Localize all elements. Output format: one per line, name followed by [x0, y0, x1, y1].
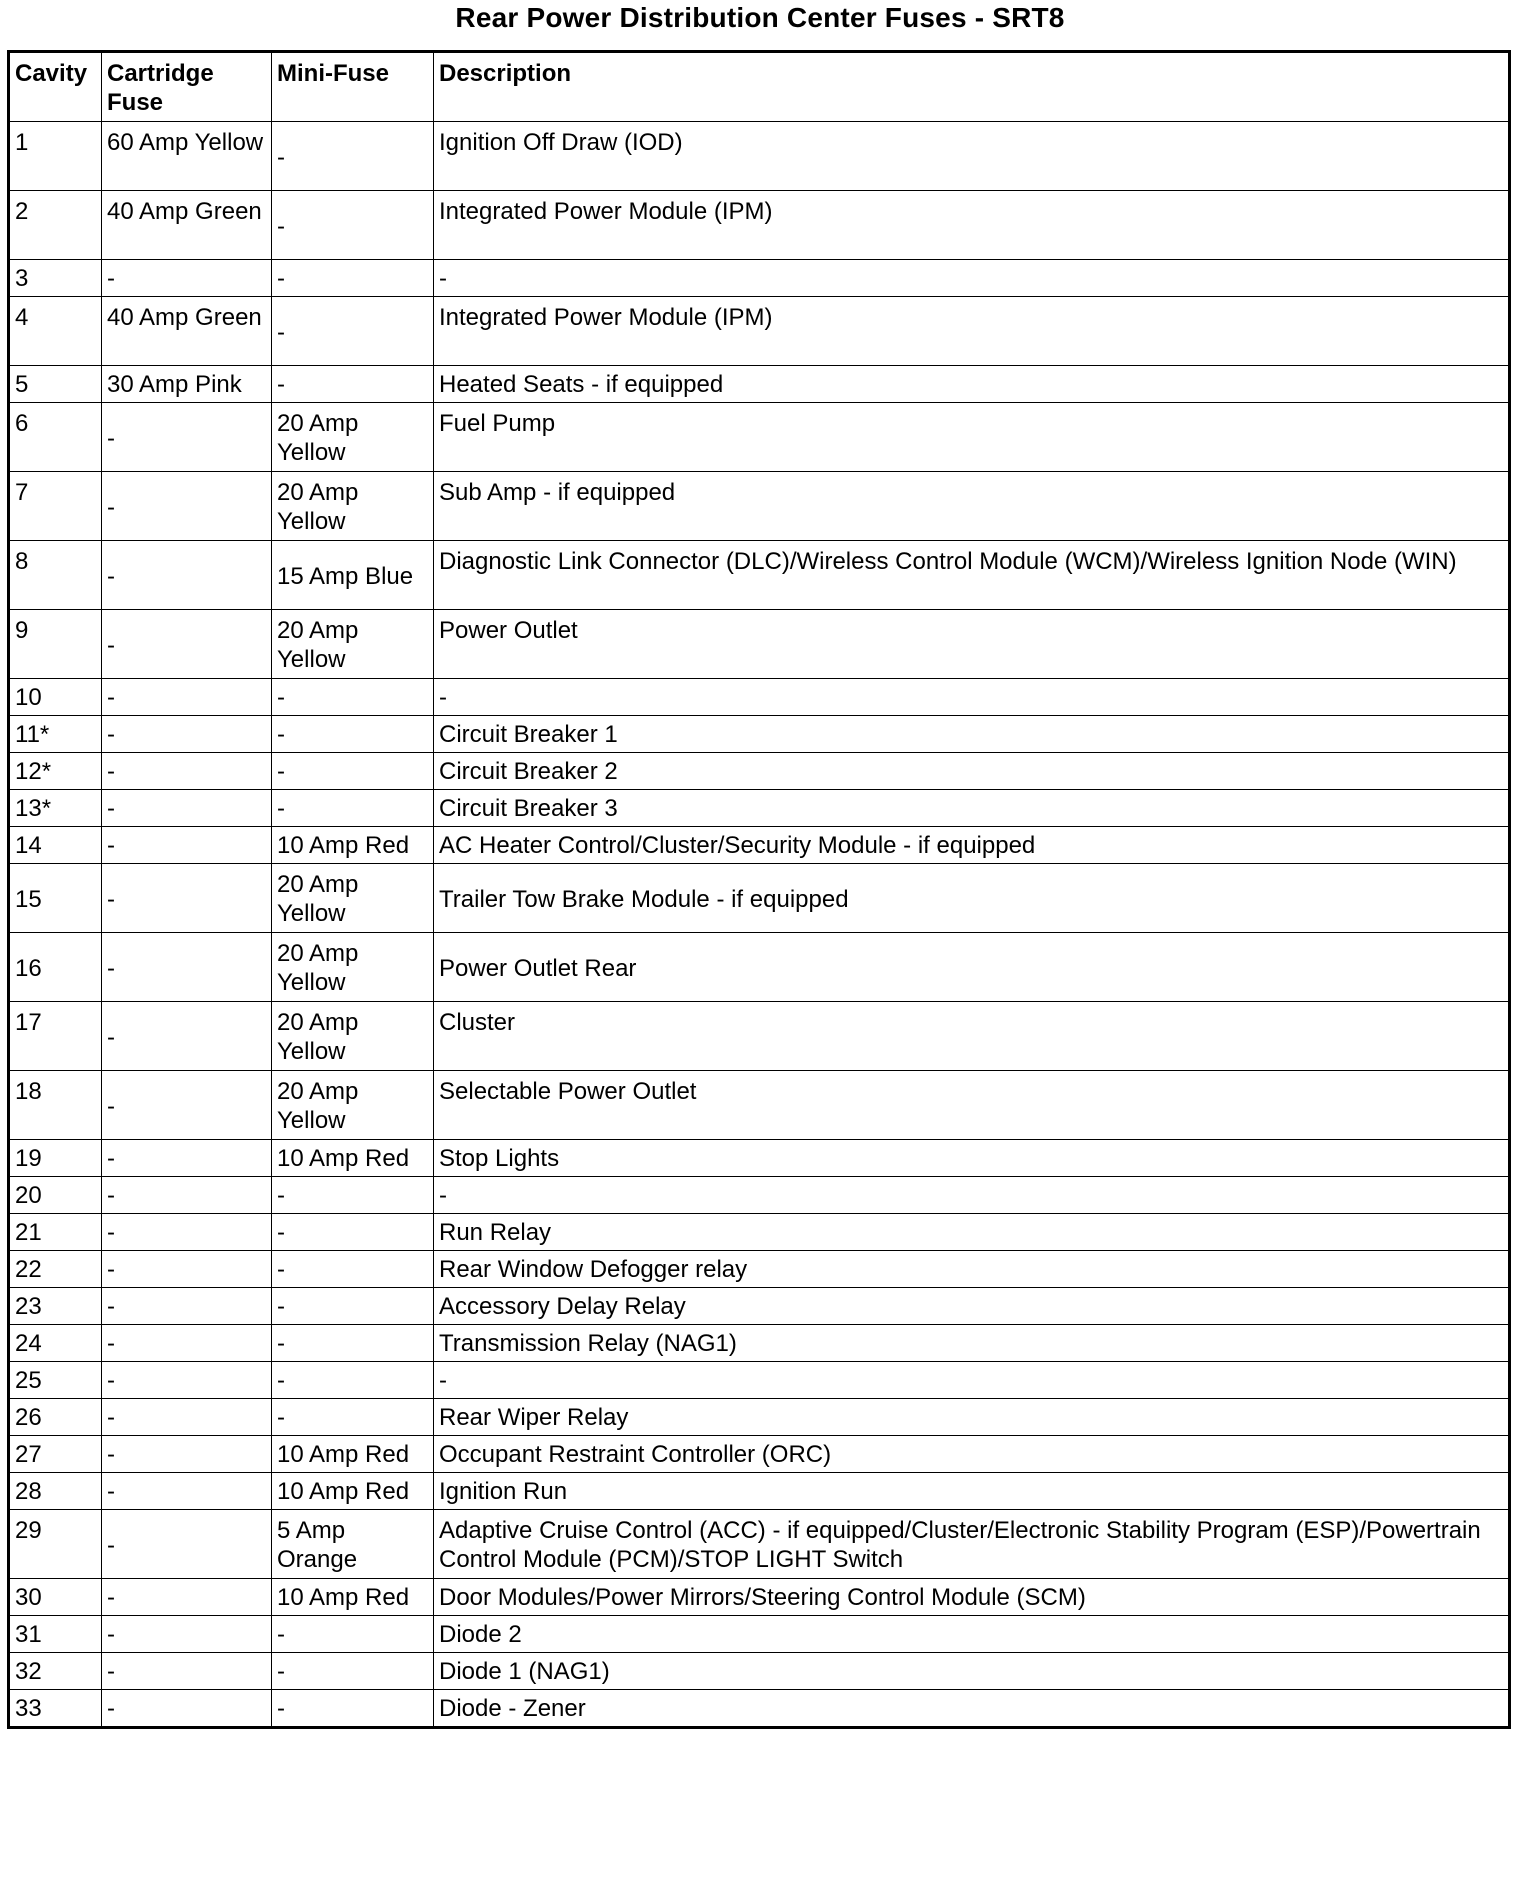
page-title: Rear Power Distribution Center Fuses - SRT8 [455, 2, 1065, 33]
cell-mini-fuse: - [272, 1288, 434, 1325]
cell-cartridge-fuse: - [102, 1616, 272, 1653]
cell-description: Fuel Pump [434, 403, 1510, 472]
cell-cartridge-fuse: 40 Amp Green [102, 191, 272, 260]
cell-cartridge-fuse: - [102, 1251, 272, 1288]
table-body [9, 122, 1510, 1728]
cell-cavity: 32 [9, 1653, 102, 1690]
table-row [9, 1579, 1510, 1616]
cell-description: Diode 1 (NAG1) [434, 1653, 1510, 1690]
cell-description: Ignition Run [434, 1473, 1510, 1510]
cell-mini-fuse: - [272, 1251, 434, 1288]
cell-description: - [434, 1362, 1510, 1399]
cell-cartridge-fuse: - [102, 753, 272, 790]
cell-description: Circuit Breaker 2 [434, 753, 1510, 790]
cell-description: Door Modules/Power Mirrors/Steering Control Module (SCM) [434, 1579, 1510, 1616]
table-row [9, 1616, 1510, 1653]
cell-mini-fuse: - [272, 260, 434, 297]
cell-cavity: 29 [9, 1510, 102, 1579]
cell-cartridge-fuse: - [102, 1177, 272, 1214]
cell-description: Sub Amp - if equipped [434, 472, 1510, 541]
cell-mini-fuse: - [272, 122, 434, 191]
table-row [9, 1399, 1510, 1436]
cell-mini-fuse: 10 Amp Red [272, 1436, 434, 1473]
cell-description: Accessory Delay Relay [434, 1288, 1510, 1325]
cell-cavity: 19 [9, 1140, 102, 1177]
cell-cavity: 17 [9, 1002, 102, 1071]
cell-description: Trailer Tow Brake Module - if equipped [434, 864, 1510, 933]
cell-description: Cluster [434, 1002, 1510, 1071]
cell-cartridge-fuse: - [102, 790, 272, 827]
cell-mini-fuse: - [272, 1399, 434, 1436]
table-row [9, 1325, 1510, 1362]
table-row [9, 1251, 1510, 1288]
cell-cavity: 11* [9, 716, 102, 753]
cell-cartridge-fuse: - [102, 472, 272, 541]
cell-cavity: 20 [9, 1177, 102, 1214]
table-row [9, 403, 1510, 472]
cell-cavity: 22 [9, 1251, 102, 1288]
header-row [9, 52, 1510, 122]
cell-cavity: 4 [9, 297, 102, 366]
header-description: Description [434, 52, 1510, 122]
cell-cartridge-fuse: 60 Amp Yellow [102, 122, 272, 191]
table-row [9, 122, 1510, 191]
table-row [9, 1473, 1510, 1510]
cell-mini-fuse: - [272, 1362, 434, 1399]
cell-mini-fuse: 20 Amp Yellow [272, 610, 434, 679]
cell-cavity: 6 [9, 403, 102, 472]
cell-description: AC Heater Control/Cluster/Security Module - if equipped [434, 827, 1510, 864]
cell-cartridge-fuse: - [102, 1690, 272, 1728]
cell-cavity: 24 [9, 1325, 102, 1362]
cell-cartridge-fuse: - [102, 541, 272, 610]
cell-cavity: 26 [9, 1399, 102, 1436]
cell-mini-fuse: - [272, 716, 434, 753]
cell-mini-fuse: - [272, 366, 434, 403]
cell-description: Integrated Power Module (IPM) [434, 297, 1510, 366]
cell-mini-fuse: - [272, 679, 434, 716]
table-row [9, 472, 1510, 541]
table-row [9, 1288, 1510, 1325]
cell-cavity: 28 [9, 1473, 102, 1510]
cell-cavity: 18 [9, 1071, 102, 1140]
cell-cartridge-fuse: - [102, 1510, 272, 1579]
table-row [9, 260, 1510, 297]
cell-cartridge-fuse: - [102, 716, 272, 753]
table-row [9, 1002, 1510, 1071]
cell-mini-fuse: 20 Amp Yellow [272, 933, 434, 1002]
cell-mini-fuse: - [272, 753, 434, 790]
cell-cartridge-fuse: - [102, 1140, 272, 1177]
cell-description: Rear Window Defogger relay [434, 1251, 1510, 1288]
cell-mini-fuse: 15 Amp Blue [272, 541, 434, 610]
cell-description: Diode - Zener [434, 1690, 1510, 1728]
table-row [9, 1690, 1510, 1728]
table-row [9, 610, 1510, 679]
cell-cavity: 7 [9, 472, 102, 541]
cell-cavity: 14 [9, 827, 102, 864]
cell-description: Run Relay [434, 1214, 1510, 1251]
cell-cartridge-fuse: - [102, 1399, 272, 1436]
cell-cartridge-fuse: - [102, 933, 272, 1002]
table-row [9, 753, 1510, 790]
cell-mini-fuse: - [272, 1690, 434, 1728]
cell-cartridge-fuse: - [102, 1436, 272, 1473]
table-row [9, 679, 1510, 716]
table-row [9, 1214, 1510, 1251]
table-row [9, 191, 1510, 260]
table-row [9, 1653, 1510, 1690]
cell-cavity: 2 [9, 191, 102, 260]
table-row [9, 790, 1510, 827]
cell-cartridge-fuse: - [102, 1579, 272, 1616]
cell-description: - [434, 1177, 1510, 1214]
cell-description: - [434, 260, 1510, 297]
cell-mini-fuse: 10 Amp Red [272, 1579, 434, 1616]
table-row [9, 1510, 1510, 1579]
table-row [9, 1436, 1510, 1473]
fuse-table [7, 50, 1511, 1729]
table-row [9, 716, 1510, 753]
table-row [9, 1362, 1510, 1399]
cell-cavity: 31 [9, 1616, 102, 1653]
cell-cartridge-fuse: - [102, 1214, 272, 1251]
cell-cartridge-fuse: - [102, 1325, 272, 1362]
cell-description: Integrated Power Module (IPM) [434, 191, 1510, 260]
table-row [9, 827, 1510, 864]
cell-cavity: 15 [9, 864, 102, 933]
cell-description: Ignition Off Draw (IOD) [434, 122, 1510, 191]
table-row [9, 297, 1510, 366]
cell-mini-fuse: - [272, 297, 434, 366]
cell-mini-fuse: 10 Amp Red [272, 827, 434, 864]
cell-cavity: 30 [9, 1579, 102, 1616]
cell-cartridge-fuse: - [102, 1071, 272, 1140]
cell-description: Power Outlet Rear [434, 933, 1510, 1002]
table-row [9, 933, 1510, 1002]
cell-mini-fuse: - [272, 790, 434, 827]
cell-mini-fuse: 20 Amp Yellow [272, 1002, 434, 1071]
cell-description: Selectable Power Outlet [434, 1071, 1510, 1140]
cell-description: Diode 2 [434, 1616, 1510, 1653]
cell-mini-fuse: - [272, 1177, 434, 1214]
table-row [9, 864, 1510, 933]
cell-description: Stop Lights [434, 1140, 1510, 1177]
cell-mini-fuse: 10 Amp Red [272, 1473, 434, 1510]
cell-cavity: 13* [9, 790, 102, 827]
table-row [9, 1071, 1510, 1140]
cell-mini-fuse: - [272, 1653, 434, 1690]
cell-description: Power Outlet [434, 610, 1510, 679]
cell-cartridge-fuse: - [102, 679, 272, 716]
table-row [9, 541, 1510, 610]
table-row [9, 366, 1510, 403]
cell-mini-fuse: 20 Amp Yellow [272, 1071, 434, 1140]
cell-description: Adaptive Cruise Control (ACC) - if equipped/Cluster/Electronic Stability Program (ESP)/Powertrain Control Module (PCM)/STOP LIGHT Switch [434, 1510, 1510, 1579]
cell-description: Diagnostic Link Connector (DLC)/Wireless Control Module (WCM)/Wireless Ignition Node (WIN) [434, 541, 1510, 610]
cell-cavity: 27 [9, 1436, 102, 1473]
cell-cartridge-fuse: - [102, 827, 272, 864]
cell-cartridge-fuse: - [102, 1288, 272, 1325]
header-cavity: Cavity [9, 52, 102, 122]
cell-description: Circuit Breaker 1 [434, 716, 1510, 753]
table-row [9, 1177, 1510, 1214]
cell-cavity: 3 [9, 260, 102, 297]
cell-cavity: 9 [9, 610, 102, 679]
cell-cartridge-fuse: - [102, 610, 272, 679]
cell-description: Transmission Relay (NAG1) [434, 1325, 1510, 1362]
cell-cavity: 12* [9, 753, 102, 790]
table-header [9, 52, 1510, 122]
header-mini-fuse: Mini-Fuse [272, 52, 434, 122]
cell-description: Heated Seats - if equipped [434, 366, 1510, 403]
cell-cavity: 10 [9, 679, 102, 716]
cell-mini-fuse: - [272, 1325, 434, 1362]
cell-mini-fuse: - [272, 1616, 434, 1653]
cell-mini-fuse: 5 Amp Orange [272, 1510, 434, 1579]
cell-description: Rear Wiper Relay [434, 1399, 1510, 1436]
cell-cavity: 25 [9, 1362, 102, 1399]
cell-cavity: 1 [9, 122, 102, 191]
cell-cavity: 5 [9, 366, 102, 403]
cell-cartridge-fuse: - [102, 1653, 272, 1690]
cell-cartridge-fuse: - [102, 1002, 272, 1071]
cell-cartridge-fuse: - [102, 864, 272, 933]
cell-mini-fuse: 20 Amp Yellow [272, 472, 434, 541]
table-row [9, 1140, 1510, 1177]
cell-cartridge-fuse: - [102, 1473, 272, 1510]
cell-cavity: 16 [9, 933, 102, 1002]
cell-cartridge-fuse: - [102, 260, 272, 297]
cell-mini-fuse: - [272, 1214, 434, 1251]
cell-cartridge-fuse: 40 Amp Green [102, 297, 272, 366]
cell-cavity: 33 [9, 1690, 102, 1728]
cell-cavity: 21 [9, 1214, 102, 1251]
cell-mini-fuse: 20 Amp Yellow [272, 864, 434, 933]
cell-mini-fuse: - [272, 191, 434, 260]
header-cartridge-fuse: Cartridge Fuse [102, 52, 272, 122]
cell-cartridge-fuse: - [102, 403, 272, 472]
cell-cavity: 8 [9, 541, 102, 610]
cell-description: - [434, 679, 1510, 716]
cell-description: Circuit Breaker 3 [434, 790, 1510, 827]
cell-cartridge-fuse: - [102, 1362, 272, 1399]
cell-description: Occupant Restraint Controller (ORC) [434, 1436, 1510, 1473]
cell-mini-fuse: 20 Amp Yellow [272, 403, 434, 472]
cell-mini-fuse: 10 Amp Red [272, 1140, 434, 1177]
cell-cartridge-fuse: 30 Amp Pink [102, 366, 272, 403]
cell-cavity: 23 [9, 1288, 102, 1325]
